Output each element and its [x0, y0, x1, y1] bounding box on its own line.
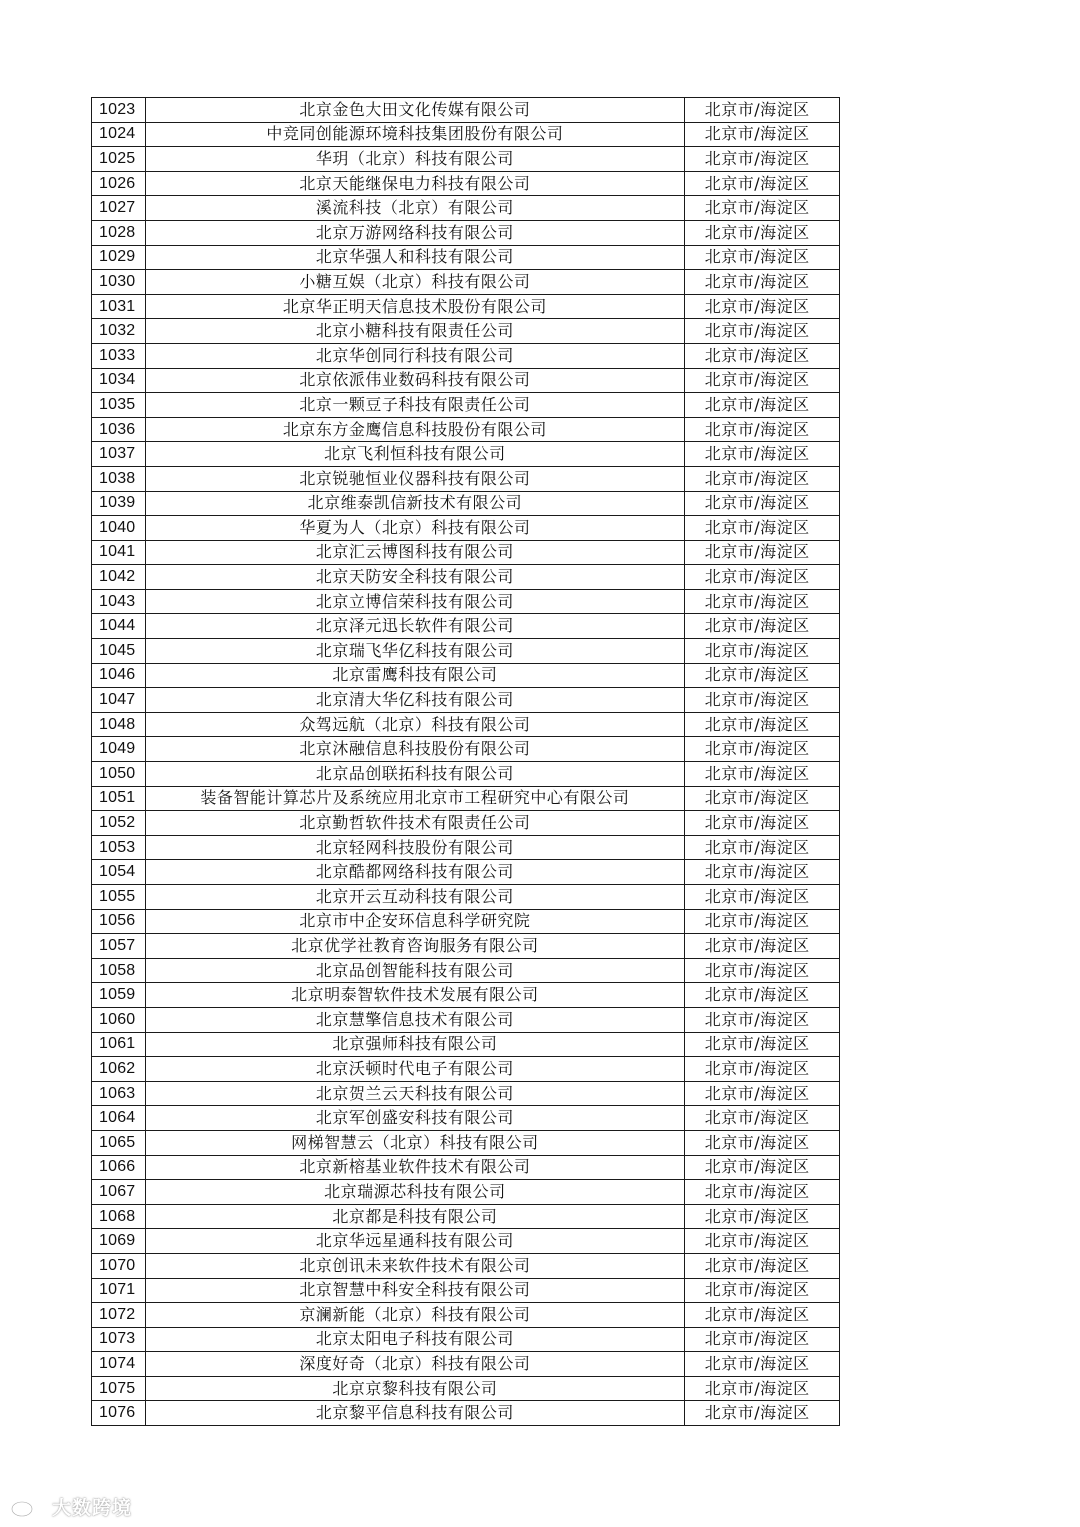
table-row [92, 1106, 840, 1131]
table-row [92, 1327, 840, 1352]
row-number: 1049 [92, 737, 146, 762]
company-name: 溪流科技（北京）有限公司 [146, 196, 685, 221]
row-number: 1068 [92, 1204, 146, 1229]
row-number: 1055 [92, 885, 146, 910]
table-row [92, 540, 840, 565]
company-location: 北京市/海淀区 [684, 614, 839, 639]
table-row [92, 466, 840, 491]
row-number: 1028 [92, 220, 146, 245]
watermark-text: 大数跨境 [52, 1497, 133, 1519]
row-number: 1060 [92, 1007, 146, 1032]
company-name: 北京金色大田文化传媒有限公司 [146, 98, 685, 123]
table-row [92, 1155, 840, 1180]
company-name: 北京东方金鹰信息科技股份有限公司 [146, 417, 685, 442]
company-name: 北京品创联拓科技有限公司 [146, 762, 685, 787]
company-location: 北京市/海淀区 [684, 1253, 839, 1278]
company-location: 北京市/海淀区 [684, 762, 839, 787]
row-number: 1066 [92, 1155, 146, 1180]
table-row [92, 1253, 840, 1278]
company-location: 北京市/海淀区 [684, 1327, 839, 1352]
table-row [92, 1057, 840, 1082]
table-row [92, 220, 840, 245]
table-row [92, 958, 840, 983]
row-number: 1038 [92, 466, 146, 491]
company-location: 北京市/海淀区 [684, 270, 839, 295]
table-row [92, 589, 840, 614]
company-location: 北京市/海淀区 [684, 122, 839, 147]
table-row [92, 1278, 840, 1303]
company-location: 北京市/海淀区 [684, 491, 839, 516]
table-row [92, 663, 840, 688]
table-row [92, 614, 840, 639]
company-name: 北京泽元迅长软件有限公司 [146, 614, 685, 639]
table-row [92, 98, 840, 123]
row-number: 1030 [92, 270, 146, 295]
row-number: 1024 [92, 122, 146, 147]
company-name: 北京太阳电子科技有限公司 [146, 1327, 685, 1352]
row-number: 1067 [92, 1180, 146, 1205]
row-number: 1031 [92, 294, 146, 319]
row-number: 1076 [92, 1401, 146, 1426]
company-name: 北京锐驰恒业仪器科技有限公司 [146, 466, 685, 491]
table-row [92, 909, 840, 934]
company-name: 北京立博信荣科技有限公司 [146, 589, 685, 614]
company-name: 北京黎平信息科技有限公司 [146, 1401, 685, 1426]
company-name: 北京贺兰云天科技有限公司 [146, 1081, 685, 1106]
row-number: 1072 [92, 1303, 146, 1328]
company-location: 北京市/海淀区 [684, 1278, 839, 1303]
table-row [92, 565, 840, 590]
table-row [92, 1303, 840, 1328]
table-row [92, 270, 840, 295]
table-row [92, 1007, 840, 1032]
company-name: 小糖互娱（北京）科技有限公司 [146, 270, 685, 295]
company-location: 北京市/海淀区 [684, 663, 839, 688]
table-row [92, 712, 840, 737]
company-name: 北京华创同行科技有限公司 [146, 343, 685, 368]
company-name: 北京轻网科技股份有限公司 [146, 835, 685, 860]
company-location: 北京市/海淀区 [684, 835, 839, 860]
company-name: 北京万游网络科技有限公司 [146, 220, 685, 245]
table-row [92, 786, 840, 811]
row-number: 1062 [92, 1057, 146, 1082]
company-location: 北京市/海淀区 [684, 1032, 839, 1057]
table-row [92, 1229, 840, 1254]
row-number: 1052 [92, 811, 146, 836]
company-location: 北京市/海淀区 [684, 1007, 839, 1032]
company-name: 深度好奇（北京）科技有限公司 [146, 1352, 685, 1377]
company-location: 北京市/海淀区 [684, 540, 839, 565]
row-number: 1070 [92, 1253, 146, 1278]
company-location: 北京市/海淀区 [684, 442, 839, 467]
company-location: 北京市/海淀区 [684, 1376, 839, 1401]
company-location: 北京市/海淀区 [684, 860, 839, 885]
row-number: 1059 [92, 983, 146, 1008]
company-location: 北京市/海淀区 [684, 958, 839, 983]
company-name: 北京优学社教育咨询服务有限公司 [146, 934, 685, 959]
company-location: 北京市/海淀区 [684, 811, 839, 836]
company-name: 北京维泰凯信新技术有限公司 [146, 491, 685, 516]
company-name: 北京慧擎信息技术有限公司 [146, 1007, 685, 1032]
company-location: 北京市/海淀区 [684, 1204, 839, 1229]
row-number: 1063 [92, 1081, 146, 1106]
row-number: 1027 [92, 196, 146, 221]
company-location: 北京市/海淀区 [684, 1106, 839, 1131]
company-list-table [91, 97, 840, 1426]
row-number: 1057 [92, 934, 146, 959]
company-location: 北京市/海淀区 [684, 589, 839, 614]
table-row [92, 245, 840, 270]
table-row [92, 319, 840, 344]
company-location: 北京市/海淀区 [684, 1229, 839, 1254]
table-row [92, 294, 840, 319]
company-location: 北京市/海淀区 [684, 245, 839, 270]
row-number: 1044 [92, 614, 146, 639]
company-name: 北京华远星通科技有限公司 [146, 1229, 685, 1254]
table-row [92, 171, 840, 196]
company-location: 北京市/海淀区 [684, 516, 839, 541]
company-name: 北京飞利恒科技有限公司 [146, 442, 685, 467]
company-location: 北京市/海淀区 [684, 1130, 839, 1155]
row-number: 1065 [92, 1130, 146, 1155]
table-row [92, 1204, 840, 1229]
row-number: 1051 [92, 786, 146, 811]
company-name: 华玥（北京）科技有限公司 [146, 147, 685, 172]
table-row [92, 343, 840, 368]
company-name: 京澜新能（北京）科技有限公司 [146, 1303, 685, 1328]
company-name: 北京沐融信息科技股份有限公司 [146, 737, 685, 762]
company-location: 北京市/海淀区 [684, 737, 839, 762]
row-number: 1048 [92, 712, 146, 737]
table-row [92, 147, 840, 172]
table-row [92, 368, 840, 393]
company-location: 北京市/海淀区 [684, 171, 839, 196]
row-number: 1029 [92, 245, 146, 270]
row-number: 1043 [92, 589, 146, 614]
row-number: 1054 [92, 860, 146, 885]
company-name: 北京品创智能科技有限公司 [146, 958, 685, 983]
table-row [92, 1401, 840, 1426]
row-number: 1069 [92, 1229, 146, 1254]
company-location: 北京市/海淀区 [684, 1057, 839, 1082]
company-location: 北京市/海淀区 [684, 1081, 839, 1106]
company-location: 北京市/海淀区 [684, 417, 839, 442]
table-row [92, 860, 840, 885]
company-name: 中竞同创能源环境科技集团股份有限公司 [146, 122, 685, 147]
company-name: 北京勤哲软件技术有限责任公司 [146, 811, 685, 836]
row-number: 1023 [92, 98, 146, 123]
company-name: 北京京黎科技有限公司 [146, 1376, 685, 1401]
company-name: 北京瑞飞华亿科技有限公司 [146, 639, 685, 664]
company-location: 北京市/海淀区 [684, 565, 839, 590]
company-name: 北京智慧中科安全科技有限公司 [146, 1278, 685, 1303]
table-row [92, 442, 840, 467]
table-row [92, 688, 840, 713]
company-location: 北京市/海淀区 [684, 712, 839, 737]
table-row [92, 417, 840, 442]
company-name: 网梯智慧云（北京）科技有限公司 [146, 1130, 685, 1155]
row-number: 1026 [92, 171, 146, 196]
table-row [92, 811, 840, 836]
row-number: 1050 [92, 762, 146, 787]
row-number: 1041 [92, 540, 146, 565]
company-name: 北京华正明天信息技术股份有限公司 [146, 294, 685, 319]
company-location: 北京市/海淀区 [684, 98, 839, 123]
company-name: 北京强师科技有限公司 [146, 1032, 685, 1057]
company-location: 北京市/海淀区 [684, 1401, 839, 1426]
table-row [92, 983, 840, 1008]
company-name: 北京新榕基业软件技术有限公司 [146, 1155, 685, 1180]
weibo-logo-icon [10, 1496, 46, 1518]
row-number: 1047 [92, 688, 146, 713]
table-row [92, 1081, 840, 1106]
company-location: 北京市/海淀区 [684, 147, 839, 172]
company-name: 北京小糖科技有限责任公司 [146, 319, 685, 344]
company-location: 北京市/海淀区 [684, 1155, 839, 1180]
company-location: 北京市/海淀区 [684, 1180, 839, 1205]
company-name: 北京开云互动科技有限公司 [146, 885, 685, 910]
row-number: 1034 [92, 368, 146, 393]
row-number: 1037 [92, 442, 146, 467]
company-name: 北京一颗豆子科技有限责任公司 [146, 393, 685, 418]
row-number: 1025 [92, 147, 146, 172]
company-name: 北京酷都网络科技有限公司 [146, 860, 685, 885]
company-name: 北京军创盛安科技有限公司 [146, 1106, 685, 1131]
row-number: 1042 [92, 565, 146, 590]
table-row [92, 516, 840, 541]
row-number: 1071 [92, 1278, 146, 1303]
company-name: 北京天能继保电力科技有限公司 [146, 171, 685, 196]
table-row [92, 122, 840, 147]
company-name: 北京华强人和科技有限公司 [146, 245, 685, 270]
table-row [92, 885, 840, 910]
row-number: 1061 [92, 1032, 146, 1057]
company-location: 北京市/海淀区 [684, 1303, 839, 1328]
table-row [92, 1352, 840, 1377]
table-row [92, 393, 840, 418]
company-location: 北京市/海淀区 [684, 393, 839, 418]
row-number: 1036 [92, 417, 146, 442]
company-location: 北京市/海淀区 [684, 909, 839, 934]
company-location: 北京市/海淀区 [684, 220, 839, 245]
row-number: 1045 [92, 639, 146, 664]
row-number: 1075 [92, 1376, 146, 1401]
company-location: 北京市/海淀区 [684, 885, 839, 910]
company-name: 北京市中企安环信息科学研究院 [146, 909, 685, 934]
company-name: 北京明泰智软件技术发展有限公司 [146, 983, 685, 1008]
table-body [92, 98, 840, 1426]
company-name: 北京汇云博图科技有限公司 [146, 540, 685, 565]
company-name: 北京天防安全科技有限公司 [146, 565, 685, 590]
table-row [92, 762, 840, 787]
company-name: 北京雷鹰科技有限公司 [146, 663, 685, 688]
company-location: 北京市/海淀区 [684, 786, 839, 811]
company-name: 装备智能计算芯片及系统应用北京市工程研究中心有限公司 [146, 786, 685, 811]
table-row [92, 934, 840, 959]
table-row [92, 196, 840, 221]
company-name: 北京依派伟业数码科技有限公司 [146, 368, 685, 393]
table-row [92, 639, 840, 664]
company-location: 北京市/海淀区 [684, 934, 839, 959]
company-name: 北京都是科技有限公司 [146, 1204, 685, 1229]
table-row [92, 737, 840, 762]
row-number: 1032 [92, 319, 146, 344]
company-location: 北京市/海淀区 [684, 196, 839, 221]
company-name: 北京瑞源芯科技有限公司 [146, 1180, 685, 1205]
row-number: 1058 [92, 958, 146, 983]
row-number: 1073 [92, 1327, 146, 1352]
company-name: 北京清大华亿科技有限公司 [146, 688, 685, 713]
company-location: 北京市/海淀区 [684, 294, 839, 319]
row-number: 1074 [92, 1352, 146, 1377]
company-location: 北京市/海淀区 [684, 688, 839, 713]
row-number: 1053 [92, 835, 146, 860]
row-number: 1064 [92, 1106, 146, 1131]
company-location: 北京市/海淀区 [684, 343, 839, 368]
watermark [10, 1493, 132, 1520]
table-row [92, 1032, 840, 1057]
company-name: 北京沃顿时代电子有限公司 [146, 1057, 685, 1082]
table-row [92, 491, 840, 516]
company-location: 北京市/海淀区 [684, 319, 839, 344]
row-number: 1046 [92, 663, 146, 688]
row-number: 1035 [92, 393, 146, 418]
company-location: 北京市/海淀区 [684, 1352, 839, 1377]
company-location: 北京市/海淀区 [684, 983, 839, 1008]
company-location: 北京市/海淀区 [684, 639, 839, 664]
company-location: 北京市/海淀区 [684, 368, 839, 393]
company-name: 华夏为人（北京）科技有限公司 [146, 516, 685, 541]
row-number: 1033 [92, 343, 146, 368]
company-name: 北京创讯未来软件技术有限公司 [146, 1253, 685, 1278]
row-number: 1039 [92, 491, 146, 516]
company-location: 北京市/海淀区 [684, 466, 839, 491]
row-number: 1040 [92, 516, 146, 541]
table-row [92, 1376, 840, 1401]
company-name: 众驾远航（北京）科技有限公司 [146, 712, 685, 737]
table-row [92, 835, 840, 860]
table-row [92, 1180, 840, 1205]
row-number: 1056 [92, 909, 146, 934]
table-row [92, 1130, 840, 1155]
